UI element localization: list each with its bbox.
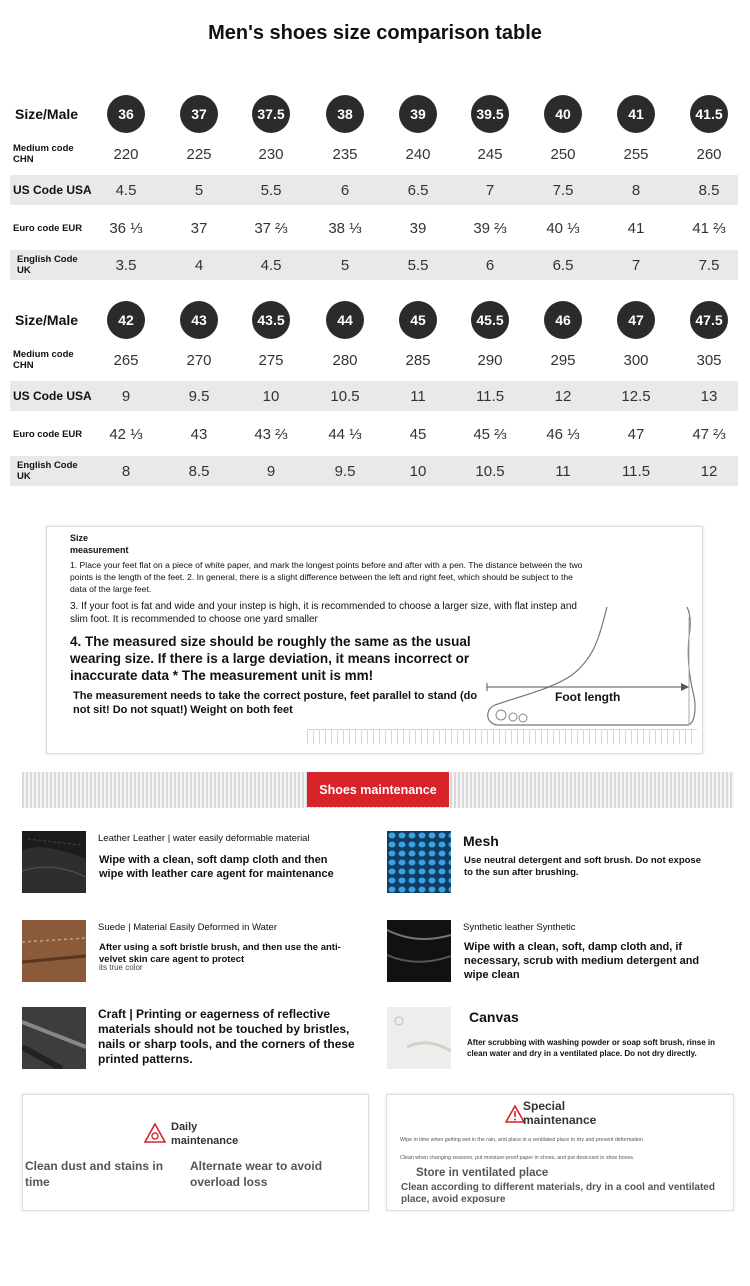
- size-cell-usa: 6.5: [407, 181, 429, 199]
- size-cell-usa: 11: [410, 387, 426, 405]
- size-cell-chn: 280: [332, 351, 358, 369]
- size-circle: 40: [544, 95, 582, 133]
- size-row-eur: [10, 210, 738, 246]
- size-cell-uk: 10.5: [475, 462, 505, 480]
- size-circle: 41.5: [690, 95, 728, 133]
- size-circle: 45.5: [471, 301, 509, 339]
- uk-code-label: [17, 254, 78, 276]
- measure-heading: [70, 532, 150, 556]
- measure-heading-line1: Size: [70, 533, 89, 543]
- size-cell-usa: 13: [700, 387, 718, 405]
- material-craft: [22, 1007, 372, 1073]
- size-circle: 39.5: [471, 95, 509, 133]
- size-cell-eur: 37 ⅔: [254, 219, 288, 237]
- size-cell-eur: 36 ⅓: [109, 219, 143, 237]
- size-cell-chn: 235: [332, 145, 358, 163]
- us-code-label: US Code USA: [13, 182, 92, 197]
- material-extra: its true color: [99, 963, 143, 972]
- special-maintenance-card: [386, 1094, 734, 1211]
- daily-tip-alternate: Alternate wear to avoid overload loss: [190, 1159, 323, 1189]
- size-cell-uk: 12: [700, 462, 718, 480]
- size-cell-uk: 5: [340, 256, 350, 274]
- material-title: Canvas: [469, 1009, 519, 1025]
- synthetic-leather-swatch-icon: [387, 920, 451, 982]
- chn-label-line2: CHN: [13, 360, 34, 371]
- size-cell-usa: 10.5: [330, 387, 360, 405]
- uk-label-line1: English Code: [17, 254, 78, 265]
- foot-outline-icon: [477, 597, 702, 732]
- size-cell-uk: 7.5: [698, 256, 720, 274]
- special-tip-season: Clean when changing seasons, put moisture-proof paper in shoes, and put desiccant in shoe boxes.: [400, 1155, 635, 1161]
- size-cell-usa: 4.5: [115, 181, 137, 199]
- measure-posture-note: The measurement needs to take the correct posture, feet parallel to stand (do not sit! Do not squat!) Weight on both feet: [73, 690, 478, 716]
- chn-label-line1: Medium code: [13, 143, 74, 154]
- size-cell-eur: 43 ⅔: [254, 425, 288, 443]
- euro-code-label: Euro code EUR: [13, 428, 83, 440]
- size-cell-eur: 47 ⅔: [692, 425, 726, 443]
- size-cell-eur: 39: [409, 219, 427, 237]
- size-circle: 47.5: [690, 301, 728, 339]
- size-circle: 41: [617, 95, 655, 133]
- size-circle: 37: [180, 95, 218, 133]
- size-cell-usa: 12: [554, 387, 572, 405]
- size-circle: 39: [399, 95, 437, 133]
- material-title: Mesh: [463, 833, 499, 849]
- size-cell-eur: 47: [627, 425, 645, 443]
- size-cell-uk: 3.5: [115, 256, 137, 274]
- size-row-usa: [10, 381, 738, 411]
- size-circle: 43.5: [252, 301, 290, 339]
- size-row-chn: [10, 138, 738, 170]
- material-suede: [22, 920, 372, 986]
- material-title: Craft | Printing or eagerness of reflective materials should not be touched by bristles, nails or sharp tools, and the corners of these printed patterns.: [98, 1007, 355, 1066]
- size-cell-eur: 41 ⅔: [692, 219, 726, 237]
- size-circle: 45: [399, 301, 437, 339]
- size-cell-chn: 220: [113, 145, 139, 163]
- chn-code-label: [13, 143, 74, 165]
- size-cell-usa: 5: [194, 181, 204, 199]
- size-cell-eur: 37: [190, 219, 208, 237]
- page-title: Men's shoes size comparison table: [208, 22, 542, 44]
- size-cell-eur: 41: [627, 219, 645, 237]
- size-circle: 46: [544, 301, 582, 339]
- size-cell-chn: 285: [405, 351, 431, 369]
- material-title: Leather Leather | water easily deformable material: [98, 833, 310, 844]
- material-desc: Use neutral detergent and soft brush. Do not expose to the sun after brushing.: [464, 855, 702, 878]
- shoes-maintenance-banner: Shoes maintenance: [307, 772, 449, 807]
- material-desc: After using a soft bristle brush, and then use the anti-velvet skin care agent to protect: [99, 942, 341, 965]
- canvas-swatch-icon: [387, 1007, 451, 1069]
- us-code-label: US Code USA: [13, 388, 92, 403]
- size-circle: 47: [617, 301, 655, 339]
- size-cell-chn: 230: [258, 145, 284, 163]
- suede-swatch-icon: [22, 920, 86, 982]
- size-cell-usa: 7: [485, 181, 495, 199]
- chn-label-line2: CHN: [13, 154, 34, 165]
- daily-maintenance-card: [22, 1094, 369, 1211]
- size-cell-uk: 9.5: [334, 462, 356, 480]
- size-cell-uk: 6: [485, 256, 495, 274]
- ruler: [307, 729, 697, 744]
- size-row-usa: [10, 175, 738, 205]
- size-cell-usa: 7.5: [552, 181, 574, 199]
- chn-code-label: [13, 349, 74, 371]
- material-synthetic: [387, 920, 737, 986]
- size-circle: 38: [326, 95, 364, 133]
- material-desc: Wipe with a clean, soft, damp cloth and, if necessary, scrub with medium detergent and wipe clean: [464, 941, 700, 981]
- foot-length-label: Foot length: [555, 690, 621, 704]
- size-circle: 43: [180, 301, 218, 339]
- size-cell-uk: 7: [631, 256, 641, 274]
- measure-heading-line2: measurement: [70, 545, 129, 555]
- material-title: Synthetic leather Synthetic: [463, 922, 576, 933]
- size-cell-chn: 265: [113, 351, 139, 369]
- daily-title-line2: maintenance: [171, 1135, 239, 1147]
- size-cell-usa: 9: [121, 387, 131, 405]
- size-cell-chn: 260: [696, 145, 722, 163]
- special-title-line1: Special: [523, 1099, 566, 1113]
- size-cell-chn: 255: [623, 145, 649, 163]
- size-cell-chn: 290: [477, 351, 503, 369]
- size-cell-chn: 245: [477, 145, 503, 163]
- euro-code-label: Euro code EUR: [13, 222, 83, 234]
- size-cell-chn: 300: [623, 351, 649, 369]
- size-cell-usa: 12.5: [621, 387, 651, 405]
- size-cell-uk: 8.5: [188, 462, 210, 480]
- size-row-size: [10, 92, 738, 136]
- size-cell-chn: 250: [550, 145, 576, 163]
- warning-icon: [505, 1105, 525, 1123]
- uk-label-line2: UK: [17, 265, 31, 276]
- daily-tip-clean: Clean dust and stains in time: [25, 1159, 164, 1189]
- size-cell-chn: 240: [405, 145, 431, 163]
- size-row-eur: [10, 416, 738, 452]
- size-circle: 44: [326, 301, 364, 339]
- material-title: Suede | Material Easily Deformed in Water: [98, 922, 277, 933]
- size-cell-eur: 38 ⅓: [328, 219, 362, 237]
- size-cell-usa: 6: [340, 181, 350, 199]
- size-cell-uk: 4.5: [260, 256, 282, 274]
- leather-swatch-icon: [22, 831, 86, 893]
- size-cell-eur: 39 ⅔: [473, 219, 507, 237]
- size-circle: 42: [107, 301, 145, 339]
- size-cell-eur: 40 ⅓: [546, 219, 580, 237]
- size-row-chn: [10, 344, 738, 376]
- size-cell-eur: 44 ⅓: [328, 425, 362, 443]
- size-cell-usa: 9.5: [188, 387, 210, 405]
- measurement-panel: [46, 526, 703, 754]
- size-cell-uk: 6.5: [552, 256, 574, 274]
- daily-title-line1: Daily: [171, 1121, 198, 1133]
- size-cell-chn: 275: [258, 351, 284, 369]
- size-cell-uk: 9: [266, 462, 276, 480]
- material-leather: [22, 831, 372, 897]
- special-maintenance-title: [523, 1099, 596, 1127]
- craft-swatch-icon: [22, 1007, 86, 1069]
- size-cell-usa: 5.5: [260, 181, 282, 199]
- size-cell-usa: 10: [262, 387, 280, 405]
- size-cell-eur: 43: [190, 425, 208, 443]
- size-cell-eur: 45: [409, 425, 427, 443]
- material-desc: After scrubbing with washing powder or soap soft brush, rinse in clean water and dry in a ventilated place. Do not dry directly.: [467, 1038, 716, 1058]
- size-cell-eur: 42 ⅓: [109, 425, 143, 443]
- size-circle: 36: [107, 95, 145, 133]
- size-male-label: Size/Male: [15, 105, 79, 122]
- size-cell-uk: 10: [409, 462, 427, 480]
- size-row-uk: [10, 250, 738, 280]
- size-cell-usa: 8: [631, 181, 641, 199]
- size-cell-eur: 46 ⅓: [546, 425, 580, 443]
- size-cell-usa: 8.5: [698, 181, 720, 199]
- mesh-swatch-icon: [387, 831, 451, 893]
- size-cell-usa: 11.5: [475, 387, 505, 405]
- size-cell-chn: 270: [186, 351, 212, 369]
- special-tip-clean: Clean according to different materials, dry in a cool and ventilated place, avoid exposure: [401, 1182, 715, 1205]
- measure-step-1-2: 1. Place your feet flat on a piece of white paper, and mark the longest points before and after with a pen. The distance between the two points is the length of the feet. 2. In general, there is a slight difference between the left and right feet, which should be subject to the data of the large feet.: [70, 560, 583, 594]
- special-tip-rain: Wipe in time when getting wet in the rain, and place in a ventilated place to dry and prevent deformation: [400, 1137, 643, 1143]
- chn-label-line1: Medium code: [13, 349, 74, 360]
- size-cell-chn: 295: [550, 351, 576, 369]
- uk-label-line2: UK: [17, 471, 31, 482]
- size-cell-chn: 225: [186, 145, 212, 163]
- size-cell-uk: 5.5: [407, 256, 429, 274]
- uk-label-line1: English Code: [17, 460, 78, 471]
- size-cell-eur: 45 ⅔: [473, 425, 507, 443]
- uk-code-label: [17, 460, 78, 482]
- special-tip-store: Store in ventilated place: [416, 1167, 549, 1179]
- material-canvas: [387, 1007, 737, 1073]
- material-desc: Wipe with a clean, soft damp cloth and then wipe with leather care agent for maintenance: [99, 854, 334, 880]
- size-circle: 37.5: [252, 95, 290, 133]
- size-cell-chn: 305: [696, 351, 722, 369]
- warning-icon: [144, 1123, 166, 1143]
- measure-step-4: 4. The measured size should be roughly the same as the usual wearing size. If there is a large deviation, it means incorrect or inaccurate data * The measurement unit is mm!: [70, 634, 471, 683]
- size-cell-uk: 4: [194, 256, 204, 274]
- measure-step-3: 3. If your foot is fat and wide and your instep is high, it is recommended to choose a larger size, with flat instep and slim foot. It is recommended to choose one yard smaller: [70, 601, 577, 625]
- size-male-label: Size/Male: [15, 311, 79, 328]
- size-row-size: [10, 298, 738, 342]
- special-title-line2: maintenance: [523, 1113, 597, 1127]
- size-cell-uk: 8: [121, 462, 131, 480]
- daily-maintenance-title: [171, 1120, 238, 1148]
- size-cell-uk: 11: [555, 462, 571, 480]
- material-mesh: [387, 831, 737, 897]
- size-row-uk: [10, 456, 738, 486]
- size-cell-uk: 11.5: [621, 462, 651, 480]
